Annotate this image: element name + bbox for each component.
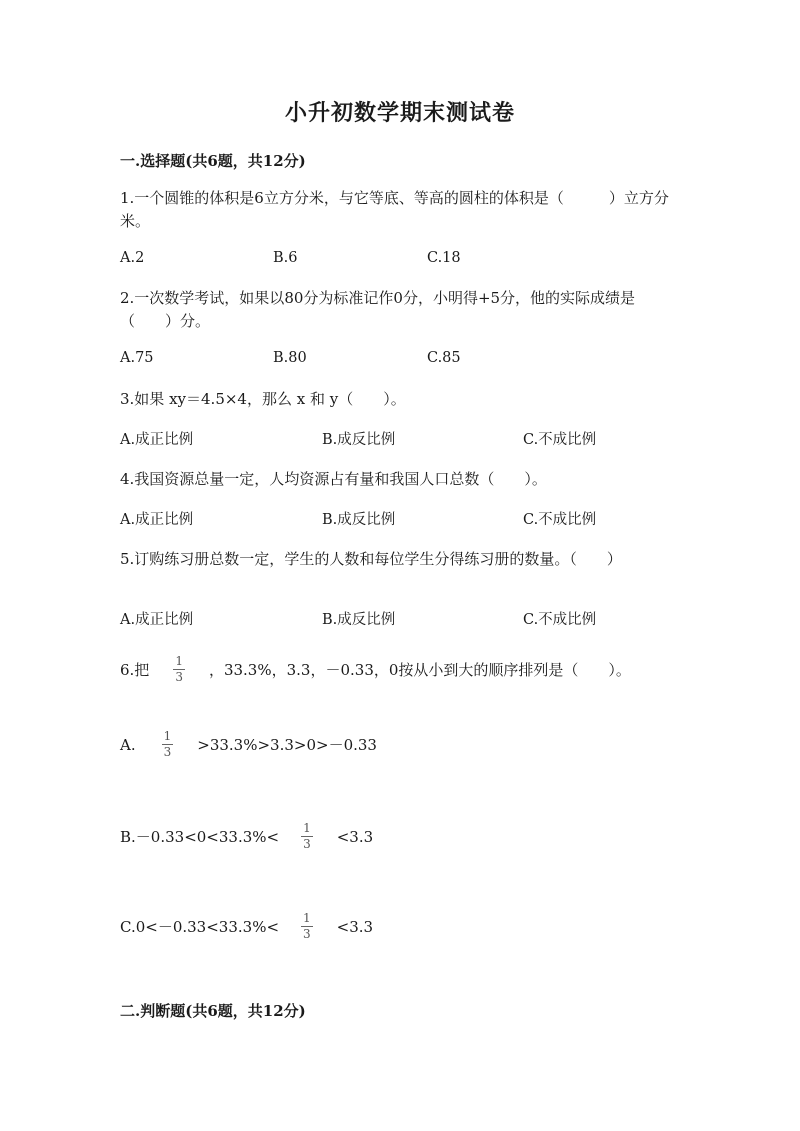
q6-option-c[interactable]: C.0<－0.33<33.3%< $\frac{1}{3}$ <3.3 bbox=[120, 911, 374, 941]
page-title: 小升初数学期末测试卷 bbox=[284, 100, 515, 126]
q6-option-a[interactable]: A. $\frac{1}{3}$ >33.3%>3.3>0>－0.33 bbox=[120, 729, 377, 759]
q4-option-c[interactable]: C.不成比例 bbox=[523, 512, 597, 528]
q5-option-c[interactable]: C.不成比例 bbox=[523, 612, 597, 628]
q2-option-a[interactable]: A.75 bbox=[120, 350, 154, 366]
question-1: 1.一个圆锥的体积是6立方分米，与它等底、等高的圆柱的体积是（ ）立方分米。 bbox=[120, 189, 669, 230]
q4-option-a[interactable]: A.成正比例 bbox=[120, 512, 194, 528]
q3-option-b[interactable]: B.成反比例 bbox=[322, 432, 396, 448]
question-6 bbox=[120, 655, 631, 684]
q3-option-a[interactable]: A.成正比例 bbox=[120, 432, 194, 448]
fraction-one-third: $\frac{1}{3}$ bbox=[303, 911, 311, 941]
fraction-one-third: $\frac{1}{3}$ bbox=[163, 729, 172, 759]
q5-option-b[interactable]: B.成反比例 bbox=[322, 612, 396, 628]
q6-prefix: 6.把 bbox=[120, 661, 150, 679]
section-heading-judgement: 二.判断题(共6题，共12分) bbox=[120, 1002, 306, 1020]
q2-option-b[interactable]: B.80 bbox=[273, 350, 307, 366]
question-3: 3.如果 xy＝4.5×4，那么 x 和 y（ ）。 bbox=[120, 390, 406, 408]
section-heading-choice: 一.选择题(共6题，共12分) bbox=[120, 152, 306, 170]
q6-option-b[interactable]: B.－0.33<0<33.3%< $\frac{1}{3}$ <3.3 bbox=[120, 821, 374, 851]
q5-option-a[interactable]: A.成正比例 bbox=[120, 612, 194, 628]
q1-option-a[interactable]: A.2 bbox=[120, 250, 145, 266]
q2-option-c[interactable]: C.85 bbox=[427, 350, 461, 366]
fraction-one-third: $\frac{1}{3}$ bbox=[175, 654, 183, 684]
q1-option-c[interactable]: C.18 bbox=[427, 250, 461, 266]
q4-option-b[interactable]: B.成反比例 bbox=[322, 512, 396, 528]
question-4: 4.我国资源总量一定，人均资源占有量和我国人口总数（ ）。 bbox=[120, 470, 547, 488]
question-2: 2.一次数学考试，如果以80分为标准记作0分，小明得+5分，他的实际成绩是（ ）分。 bbox=[120, 289, 636, 330]
fraction-one-third: $\frac{1}{3}$ bbox=[303, 821, 311, 851]
q3-option-c[interactable]: C.不成比例 bbox=[523, 432, 597, 448]
q6-suffix: ，33.3%，3.3，－0.33，0按从小到大的顺序排列是（ ）。 bbox=[208, 661, 631, 679]
question-5: 5.订购练习册总数一定，学生的人数和每位学生分得练习册的数量。（ ） bbox=[120, 550, 622, 568]
q1-option-b[interactable]: B.6 bbox=[273, 250, 298, 266]
